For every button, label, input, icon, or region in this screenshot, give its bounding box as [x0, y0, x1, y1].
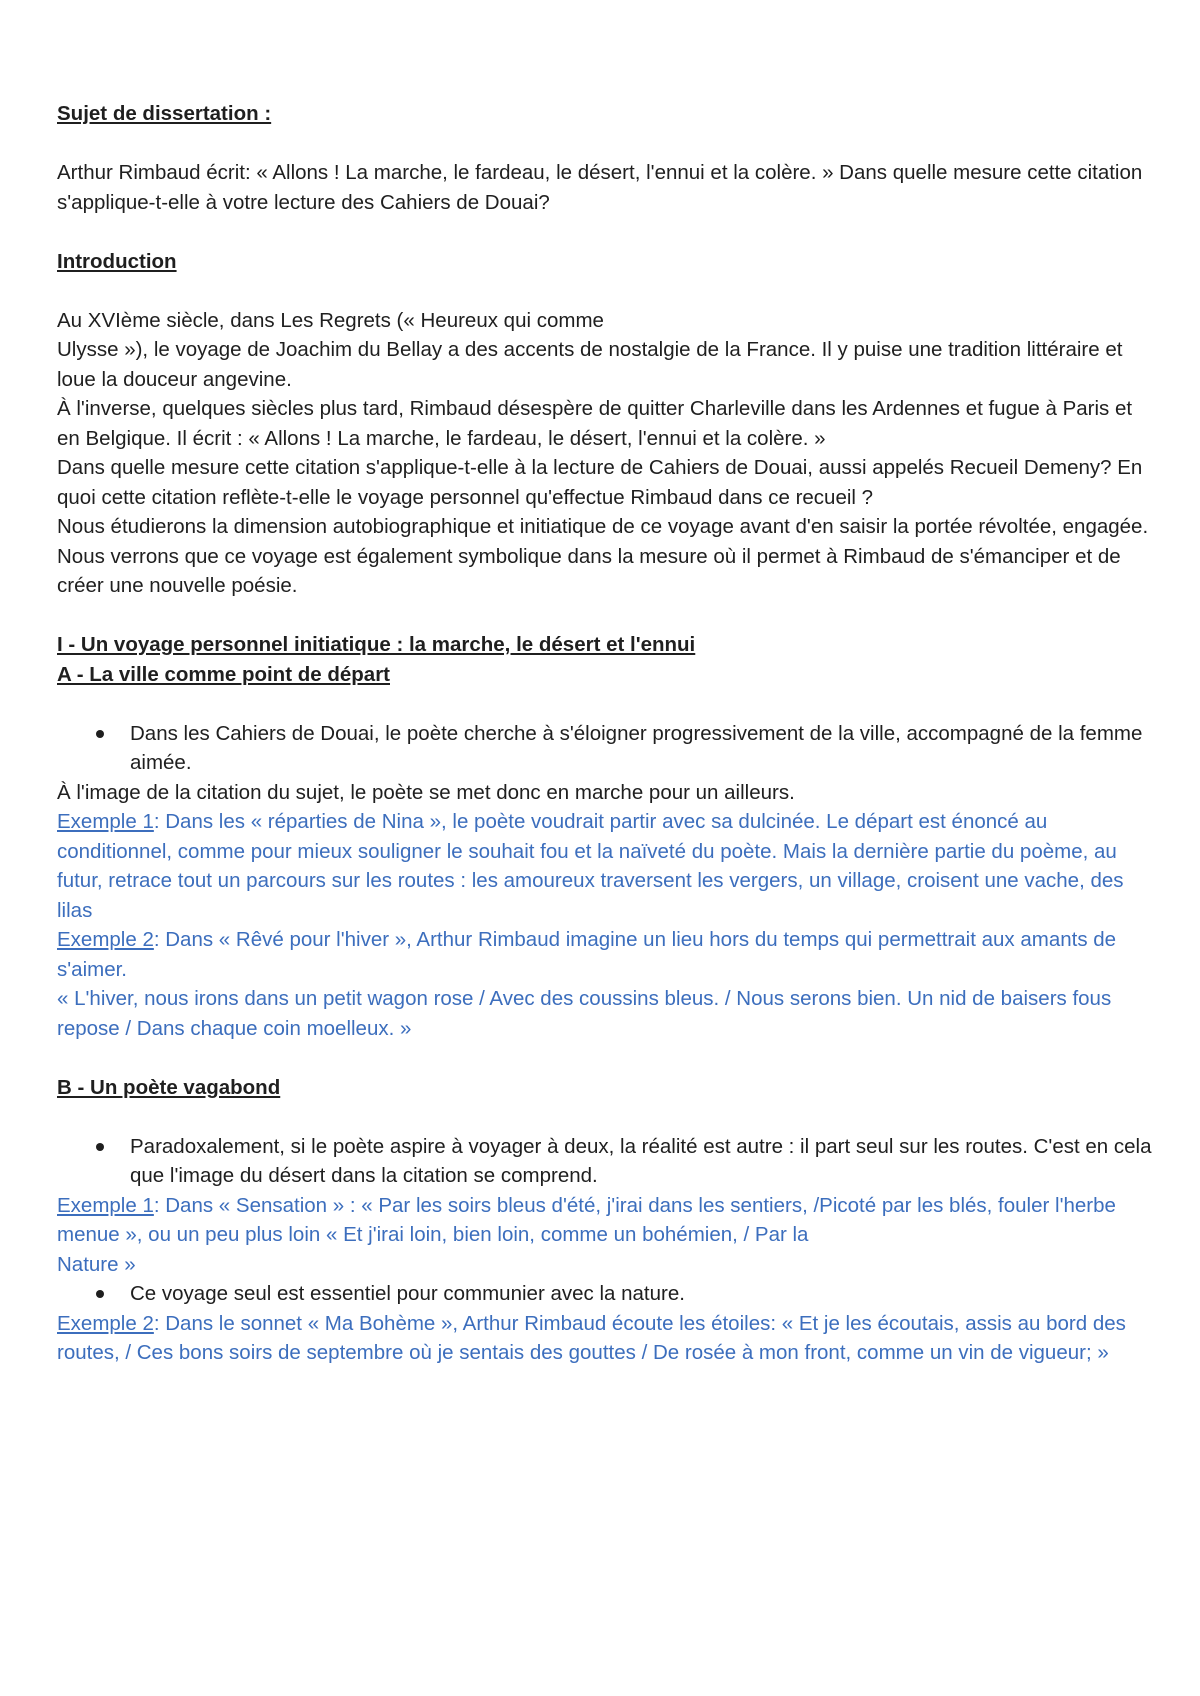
section-b-example-1 [57, 1191, 1157, 1250]
bullet-text: Ce voyage seul est essentiel pour communier avec la nature. [130, 1282, 685, 1305]
section-b-example-2 [57, 1309, 1157, 1368]
example-2-text: : Dans « Rêvé pour l'hiver », Arthur Rimbaud imagine un lieu hors du temps qui permettrait aux amants de s'aimer. [57, 928, 1117, 981]
bullet-icon [96, 1290, 104, 1298]
sujet-title: Sujet de dissertation : [57, 102, 272, 125]
section-b-example-1-end: Nature » [57, 1252, 136, 1276]
section-a-quote: « L'hiver, nous irons dans un petit wagon rose / Avec des coussins bleus. / Nous serons bien. Un nid de baisers fous repose / Dans chaque coin moelleux. » [57, 987, 1112, 1040]
intro-line-5: Nous étudierons la dimension autobiographique et initiatique de ce voyage avant d'en saisir la portée révoltée, engagée. Nous verrons que ce voyage est également symbolique dans la mesure où il permet à Rimbaud de s'émanciper et de créer une nouvelle poésie. [57, 515, 1149, 597]
part1-title: I - Un voyage personnel initiatique : la marche, le désert et l'ennui [57, 633, 696, 656]
document-body [57, 99, 1157, 1368]
example-1-text: : Dans les « réparties de Nina », le poète voudrait partir avec sa dulcinée. Le départ est énoncé au conditionnel, comme pour mieux souligner le souhait fou et la naïveté du poète. Mais la dernière partie du poème, au futur, retrace tout un parcours sur les routes : les amoureux traversent les vergers, un village, croisent une vache, des lilas [57, 810, 1124, 922]
section-b-bullet-1 [57, 1132, 1157, 1191]
section-a-title: A - La ville comme point de départ [57, 662, 390, 686]
section-a-bullet [57, 719, 1157, 778]
example-1-label[interactable]: Exemple 1 [57, 810, 154, 833]
intro-line-1: Au XVIème siècle, dans Les Regrets (« Heureux qui comme [57, 308, 604, 332]
bullet-text: Paradoxalement, si le poète aspire à voyager à deux, la réalité est autre : il part seul sur les routes. C'est en cela que l'image du désert dans la citation se comprend. [130, 1134, 1152, 1187]
section-b-bullet-2 [57, 1279, 1157, 1309]
example-1-text: : Dans « Sensation » : « Par les soirs bleus d'été, j'irai dans les sentiers, /Picoté par les blés, fouler l'herbe menue », ou un peu plus loin « Et j'irai loin, bien loin, comme un bohémien, / Par la [57, 1193, 1116, 1246]
section-a-example-1 [57, 807, 1157, 925]
section-a-example-2 [57, 925, 1157, 984]
sujet-text: Arthur Rimbaud écrit: « Allons ! La marche, le fardeau, le désert, l'ennui et la colère. » Dans quelle mesure cette citation s'applique-t-elle à votre lecture des Cahiers de Douai? [57, 161, 1143, 214]
section-b-title: B - Un poète vagabond [57, 1075, 281, 1099]
bullet-icon [96, 1143, 104, 1151]
example-1-label[interactable]: Exemple 1 [57, 1193, 154, 1217]
bullet-icon [96, 730, 104, 738]
example-2-label[interactable]: Exemple 2 [57, 928, 154, 951]
intro-line-2: Ulysse »), le voyage de Joachim du Bellay a des accents de nostalgie de la France. Il y puise une tradition littéraire et loue la douceur angevine. [57, 338, 1123, 391]
bullet-text: Dans les Cahiers de Douai, le poète cherche à s'éloigner progressivement de la ville, accompagné de la femme aimée. [130, 721, 1143, 774]
section-a-text: À l'image de la citation du sujet, le poète se met donc en marche pour un ailleurs. [57, 780, 795, 804]
example-2-text: : Dans le sonnet « Ma Bohème », Arthur Rimbaud écoute les étoiles: « Et je les écoutais, assis au bord des routes, / Ces bons soirs de septembre où je sentais des gouttes / De rosée à mon front, comme un vin de vigueur; » [57, 1311, 1126, 1364]
intro-line-4: Dans quelle mesure cette citation s'applique-t-elle à la lecture de Cahiers de Douai, aussi appelés Recueil Demeny? En quoi cette citation reflète-t-elle le voyage personnel qu'effectue Rimbaud dans ce recueil ? [57, 456, 1143, 509]
example-2-label[interactable]: Exemple 2 [57, 1311, 154, 1335]
intro-line-3: À l'inverse, quelques siècles plus tard, Rimbaud désespère de quitter Charleville dans les Ardennes et fugue à Paris et en Belgique. Il écrit : « Allons ! La marche, le fardeau, le désert, l'ennui et la colère. » [57, 397, 1133, 450]
introduction-title: Introduction [57, 249, 177, 273]
